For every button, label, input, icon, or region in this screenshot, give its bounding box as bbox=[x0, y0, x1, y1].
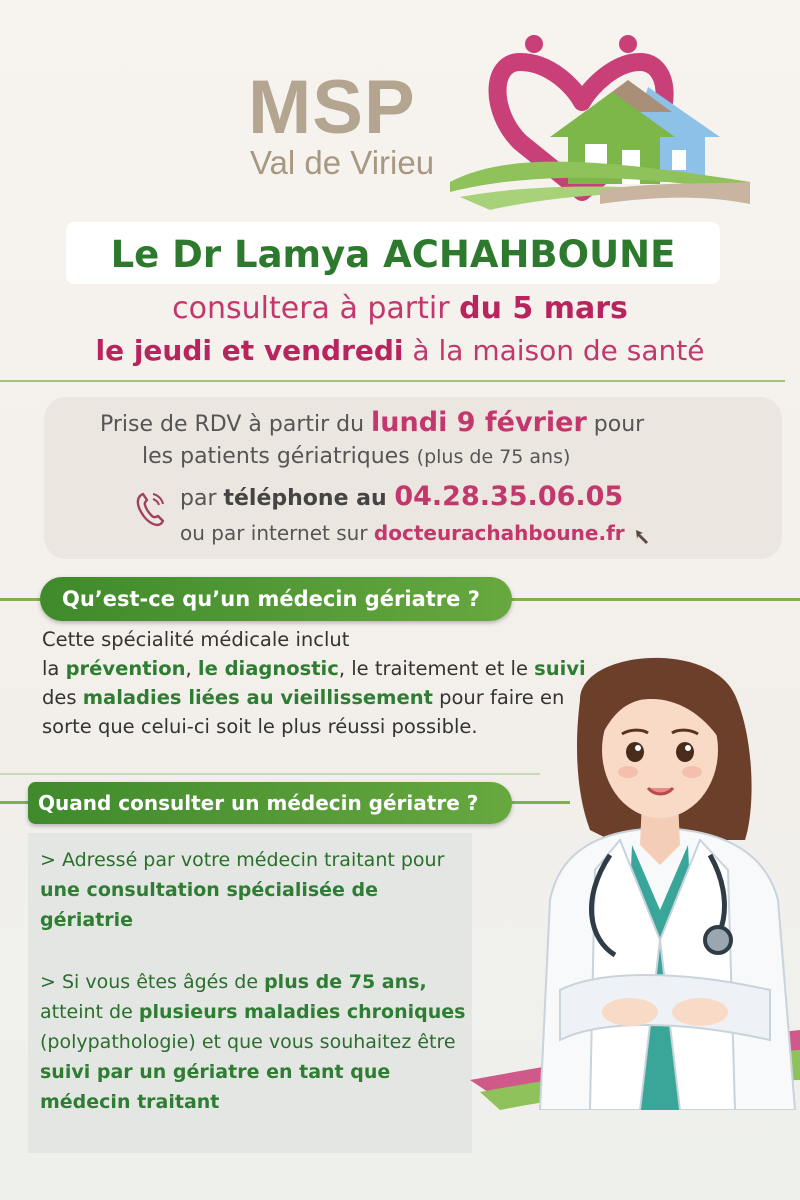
keyword: plusieurs maladies chroniques bbox=[138, 1001, 466, 1023]
text: des bbox=[42, 686, 83, 709]
appointment-text: les patients gériatriques bbox=[142, 444, 417, 469]
section1-line bbox=[42, 625, 602, 654]
intro-line-2-text: à la maison de santé bbox=[403, 334, 705, 367]
keyword: une consultation spécialisée de gériatrie bbox=[40, 879, 379, 931]
logo-subtitle: Val de Virieu bbox=[250, 144, 435, 181]
appointment-line-2 bbox=[142, 442, 742, 472]
start-date: du 5 mars bbox=[459, 291, 628, 326]
age-note: (plus de 75 ans) bbox=[416, 446, 571, 468]
appointment-text: ou par internet sur bbox=[180, 521, 374, 545]
text: > Adressé par votre médecin traitant pour bbox=[40, 849, 445, 871]
consult-days: le jeudi et vendredi bbox=[95, 334, 404, 367]
text: Cette spécialité médicale inclut bbox=[42, 628, 350, 651]
section1-body bbox=[42, 625, 602, 741]
separator bbox=[0, 773, 540, 775]
section1-line bbox=[42, 712, 602, 741]
text: la bbox=[42, 657, 66, 680]
appointment-line-1 bbox=[100, 408, 740, 440]
keyword: le diagnostic bbox=[197, 657, 339, 680]
keyword: suivi bbox=[534, 657, 586, 680]
website-link[interactable]: docteurachahboune.fr bbox=[373, 521, 625, 545]
text: pour faire en bbox=[432, 686, 565, 709]
keyword: prévention bbox=[65, 657, 186, 680]
text: atteint de bbox=[40, 1001, 139, 1023]
phone-icon bbox=[134, 488, 168, 528]
heart-houses-logo bbox=[450, 32, 750, 222]
appointment-text: par bbox=[180, 486, 224, 511]
text: , bbox=[185, 657, 198, 680]
text: , le traitement et le bbox=[338, 657, 535, 680]
keyword: suivi par un gériatre en tant que médecin traitant bbox=[40, 1061, 391, 1113]
section-heading-geriatrician: Qu’est-ce qu’un médecin gériatre ? bbox=[40, 577, 512, 621]
text: sorte que celui-ci soit le plus réussi possible. bbox=[42, 715, 478, 738]
cursor-arrow-icon bbox=[634, 528, 654, 546]
phone-label: téléphone au bbox=[223, 486, 395, 511]
logo-msp-text: MSP bbox=[248, 65, 416, 150]
keyword: plus de 75 ans, bbox=[264, 971, 427, 993]
appointment-phone-line bbox=[180, 482, 700, 514]
section1-line bbox=[42, 683, 602, 712]
phone-number[interactable]: 04.28.35.06.05 bbox=[394, 481, 624, 512]
text: > Si vous êtes âgés de bbox=[40, 971, 265, 993]
intro-line-2 bbox=[0, 332, 800, 370]
intro-line-1-text: consultera à partir bbox=[172, 291, 460, 326]
appointment-text: Prise de RDV à partir du bbox=[100, 412, 372, 437]
keyword: maladies liées au vieillissement bbox=[82, 686, 433, 709]
doctor-illustration bbox=[520, 640, 800, 1110]
appointment-web-line bbox=[180, 518, 700, 549]
section-heading-when-consult: Quand consulter un médecin gériatre ? bbox=[28, 782, 512, 824]
intro-line-1 bbox=[0, 290, 800, 328]
reason-1 bbox=[40, 845, 470, 935]
section1-line bbox=[42, 654, 602, 683]
separator bbox=[0, 380, 785, 382]
appointment-text: pour bbox=[586, 412, 645, 437]
text: (polypathologie) et que vous souhaitez être bbox=[40, 1031, 456, 1053]
doctor-name: Le Dr Lamya ACHAHBOUNE bbox=[110, 233, 676, 276]
appointment-date: lundi 9 février bbox=[371, 407, 587, 438]
